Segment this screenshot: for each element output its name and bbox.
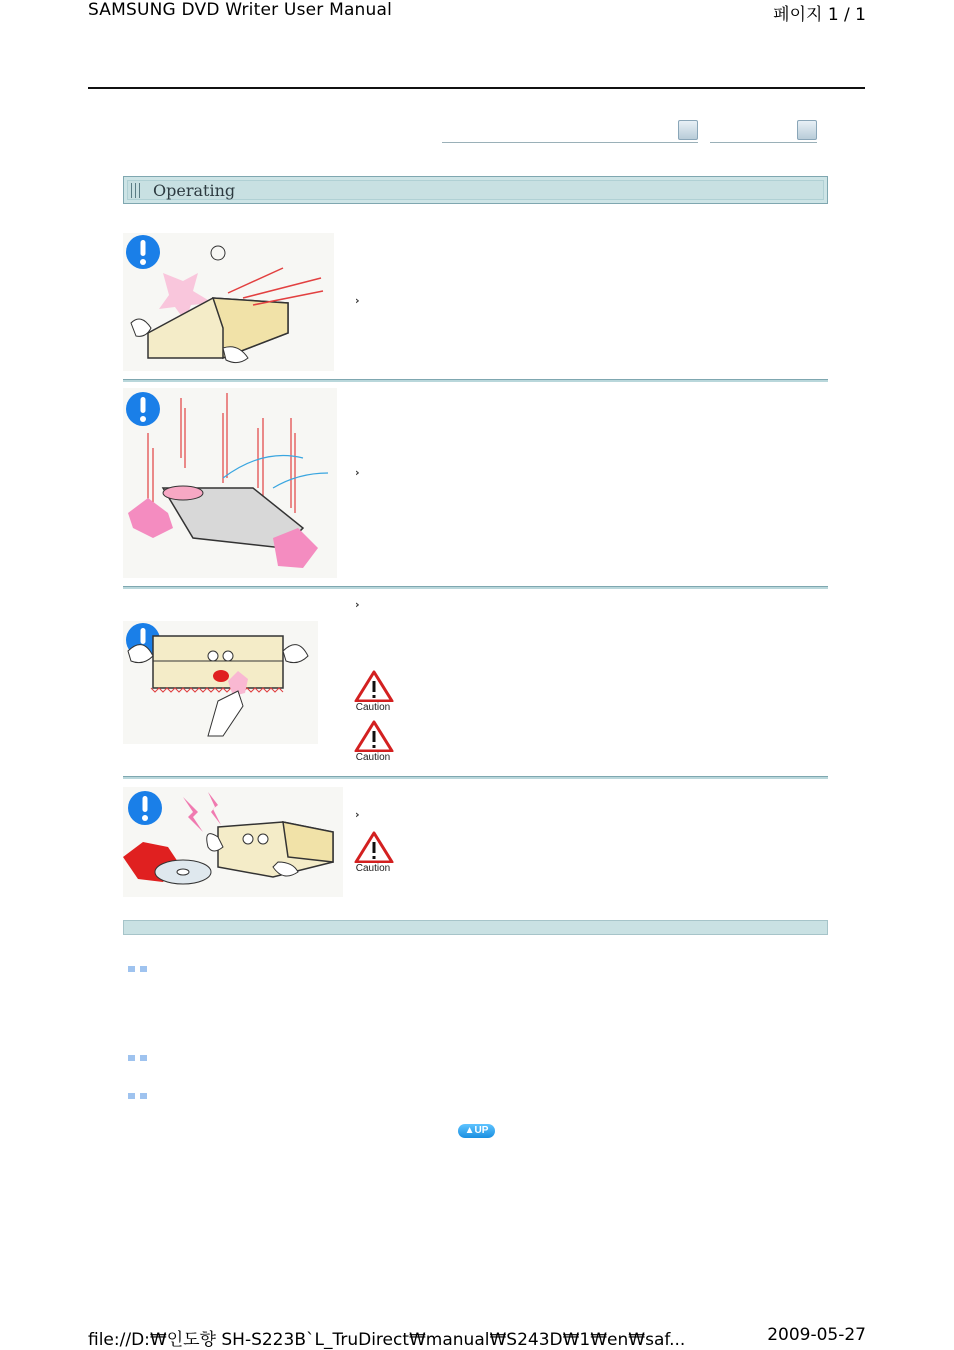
caution-icon (353, 720, 395, 763)
page-select-dropdown-button[interactable] (797, 120, 817, 140)
section-title: Operating (153, 181, 236, 200)
link-bullet (128, 1055, 147, 1061)
row-divider (123, 379, 828, 382)
caution-label: Caution (355, 863, 391, 874)
file-path: file://D:₩인도향 SH-S223B`L_TruDirect₩manual₩S243D₩1₩en₩saf... (88, 1330, 686, 1350)
link-bullet (128, 966, 147, 972)
document-title: SAMSUNG DVD Writer User Manual (88, 0, 393, 20)
list-bullet: › (355, 598, 360, 611)
caution-label: Caution (355, 752, 391, 763)
chapter-select-dropdown-button[interactable] (678, 120, 698, 140)
row-divider (123, 586, 828, 589)
page-select[interactable] (710, 120, 817, 143)
list-bullet: › (355, 808, 360, 821)
page-indicator: 페이지 1 / 1 (773, 5, 866, 25)
print-date: 2009-05-27 (767, 1325, 866, 1345)
drive-shaken-illustration (123, 233, 334, 371)
caution-icon (353, 670, 395, 713)
section-header-bar (123, 176, 828, 204)
drive-dropped-illustration (123, 388, 337, 578)
chapter-select[interactable] (442, 120, 698, 143)
caution-label: Caution (355, 702, 391, 713)
drive-disc-ejected-illustration (123, 787, 343, 897)
drive-tray-finger-illustration (123, 621, 318, 744)
list-bullet: › (355, 466, 360, 479)
header-rule (88, 87, 865, 89)
row-divider (123, 776, 828, 779)
back-to-top-button[interactable]: ▲UP (458, 1124, 495, 1138)
caution-icon (353, 831, 395, 874)
section-footer-bar (123, 920, 828, 935)
link-bullet (128, 1093, 147, 1099)
list-bullet: › (355, 294, 360, 307)
